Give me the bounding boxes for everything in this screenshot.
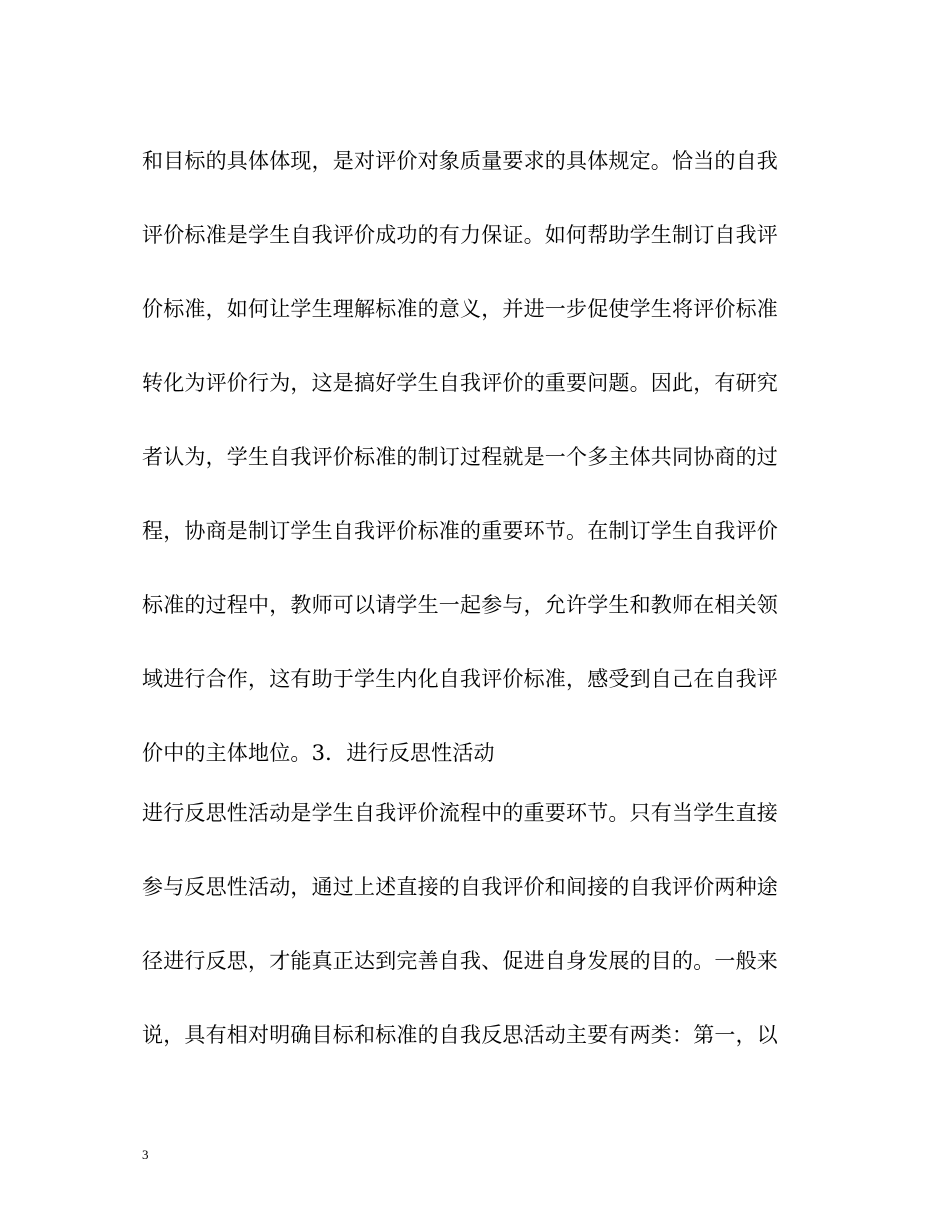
body-text-line: 价中的主体地位。3．进行反思性活动 — [142, 741, 495, 765]
body-text-line: 径进行反思，才能真正达到完善自我、促进自身发展的目的。一般来 — [142, 949, 778, 973]
body-text-line: 和目标的具体体现，是对评价对象质量要求的具体规定。恰当的自我 — [142, 149, 778, 173]
body-text-line: 评价标准是学生自我评价成功的有力保证。如何帮助学生制订自我评 — [142, 223, 778, 247]
body-text-line: 价标准，如何让学生理解标准的意义，并进一步促使学生将评价标准 — [142, 297, 778, 321]
body-text-line: 者认为，学生自我评价标准的制订过程就是一个多主体共同协商的过 — [142, 445, 778, 469]
body-text-line: 转化为评价行为，这是搞好学生自我评价的重要问题。因此，有研究 — [142, 371, 778, 395]
body-text-line: 进行反思性活动是学生自我评价流程中的重要环节。只有当学生直接 — [142, 801, 778, 825]
body-text-line: 域进行合作，这有助于学生内化自我评价标准，感受到自己在自我评 — [142, 667, 778, 691]
page-number: 3 — [142, 1147, 149, 1162]
body-text-line: 说，具有相对明确目标和标准的自我反思活动主要有两类：第一，以 — [142, 1023, 778, 1047]
body-text-line: 程，协商是制订学生自我评价标准的重要环节。在制订学生自我评价 — [142, 519, 778, 543]
body-text-line: 标准的过程中，教师可以请学生一起参与，允许学生和教师在相关领 — [142, 593, 778, 617]
body-text-line: 参与反思性活动，通过上述直接的自我评价和间接的自我评价两种途 — [142, 875, 778, 899]
